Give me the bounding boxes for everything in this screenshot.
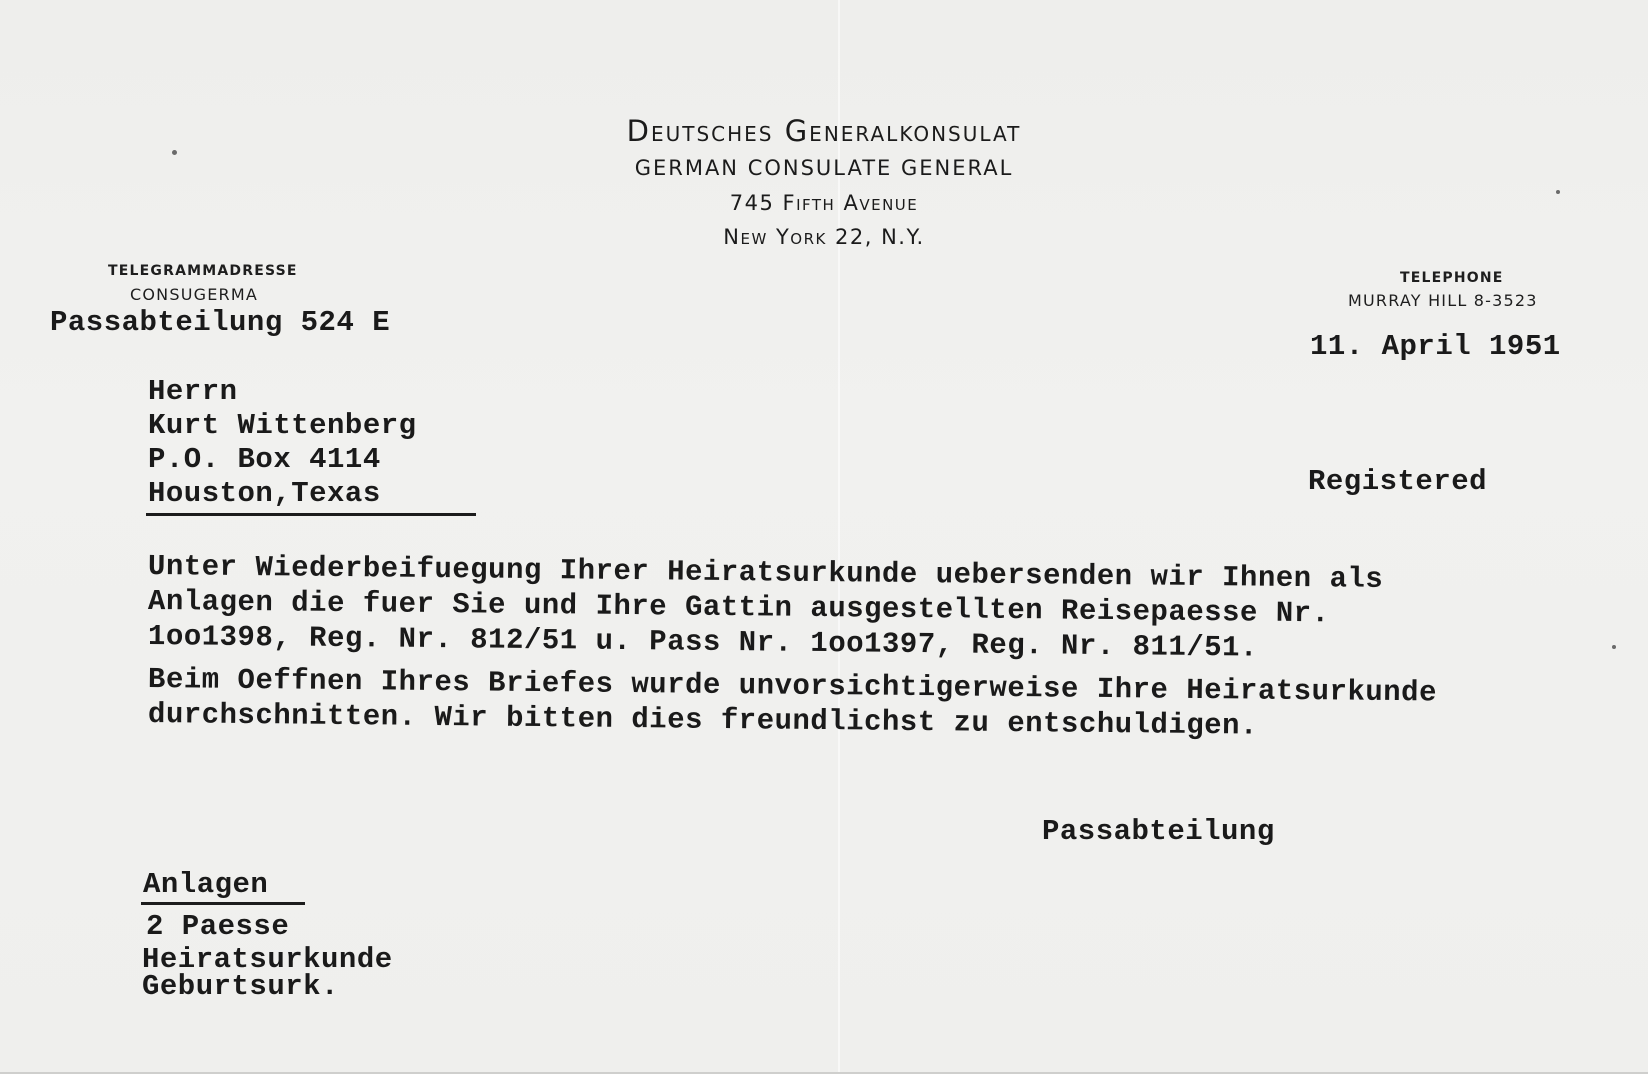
body-paragraph1-line3: 1oo1398, Reg. Nr. 812/51 u. Pass Nr. 1oo1397, Reg. Nr. 811/51. <box>147 620 1259 665</box>
signature-department: Passabteilung <box>1042 815 1275 848</box>
recipient-box: P.O. Box 4114 <box>148 443 381 476</box>
paper-speck <box>172 150 177 155</box>
telegram-label: TELEGRAMMADRESSE <box>108 263 298 279</box>
letter-date: 11. April 1951 <box>1310 330 1561 363</box>
body-paragraph2-line2: durchschnitten. Wir bitten dies freundlichst zu entschuldigen. <box>147 698 1259 743</box>
recipient-name: Kurt Wittenberg <box>148 409 417 442</box>
body-paragraph2-line1: Beim Oeffnen Ihres Briefes wurde unvorsichtigerweise Ihre Heiratsurkunde <box>147 663 1438 710</box>
enclosure-item: Heiratsurkunde <box>142 943 393 976</box>
recipient-underline <box>146 513 476 516</box>
telephone-value: MURRAY HILL 8-3523 <box>1348 291 1538 310</box>
enclosures-heading: Anlagen <box>143 868 269 901</box>
enclosure-item: 2 Paesse <box>146 910 290 943</box>
letterhead-subtitle: GERMAN CONSULATE GENERAL <box>634 156 1014 180</box>
letterhead-street: 745 Fifth Avenue <box>729 191 919 215</box>
body-paragraph1-line2: Anlagen die fuer Sie und Ihre Gattin ausgestellten Reisepaesse Nr. <box>147 585 1330 631</box>
telegram-value: CONSUGERMA <box>130 285 258 304</box>
letterhead-city: New York 22, N.Y. <box>723 225 925 249</box>
reference-line: Passabteilung 524 E <box>50 306 391 339</box>
recipient-salutation: Herrn <box>148 375 238 408</box>
recipient-city: Houston,Texas <box>148 477 381 510</box>
letterhead-title: Deutsches Generalkonsulat <box>626 114 1022 148</box>
telephone-label: TELEPHONE <box>1400 270 1504 286</box>
body-paragraph1-line1: Unter Wiederbeifuegung Ihrer Heiratsurkunde uebersenden wir Ihnen als <box>147 550 1384 596</box>
paper-speck <box>1612 645 1616 649</box>
enclosure-item: Geburtsurk. <box>142 970 339 1003</box>
enclosures-underline <box>141 902 305 905</box>
registered-mark: Registered <box>1308 465 1488 498</box>
